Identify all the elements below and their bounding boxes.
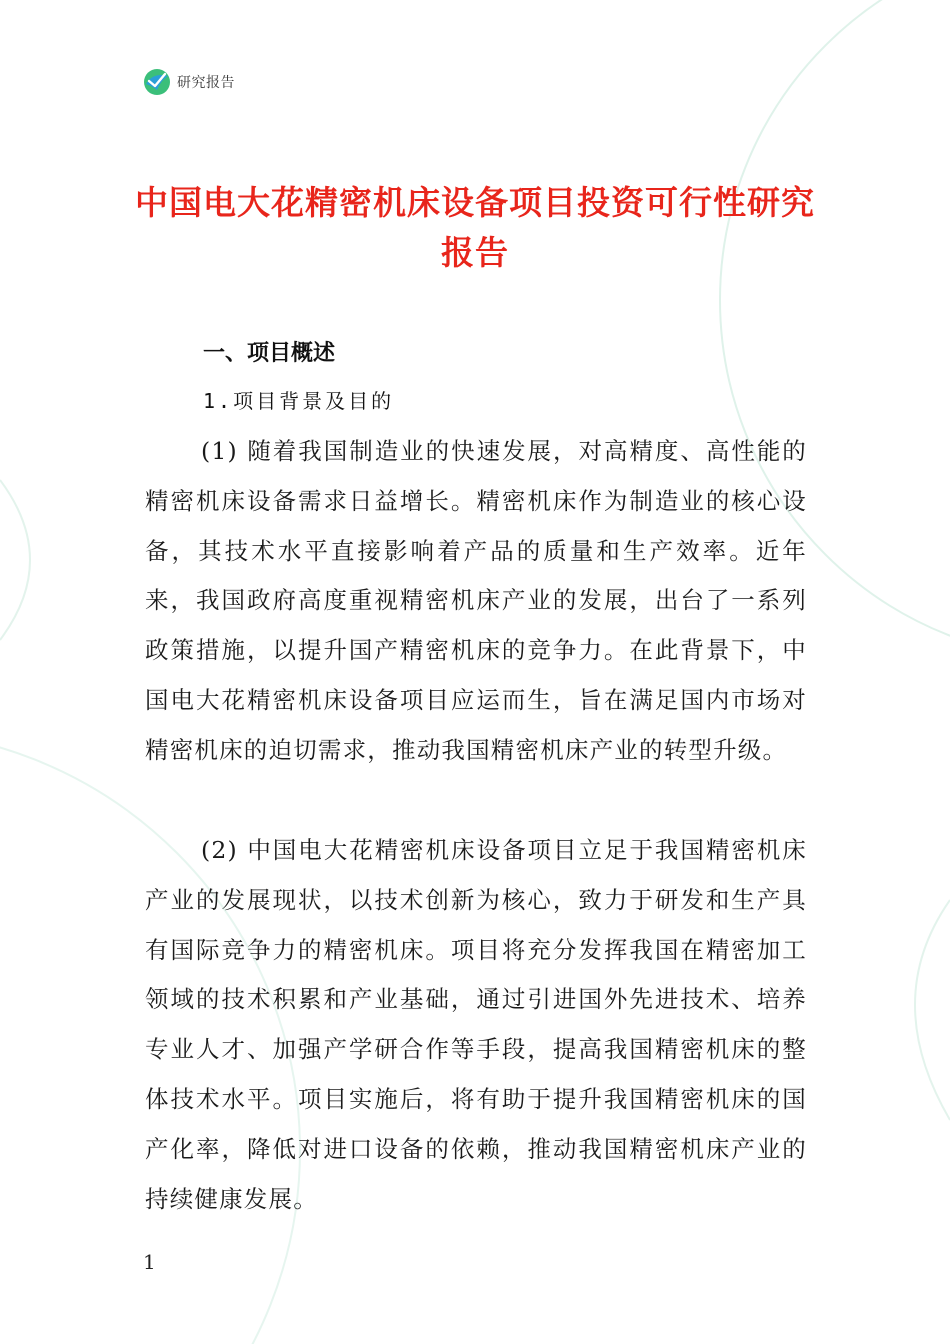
subsection-heading: 1.项目背景及目的 xyxy=(203,389,395,413)
page-number: 1 xyxy=(143,1250,156,1274)
document-header xyxy=(143,66,235,98)
document-title: 中国电大花精密机床设备项目投资可行性研究报告 xyxy=(135,183,815,272)
body-paragraph: (1) 随着我国制造业的快速发展，对高精度、高性能的精密机床设备需求日益增长。精密机床作为制造业的核心设备，其技术水平直接影响着产品的质量和生产效率。近年来，我国政府高度重视精密机床产业的发展，出台了一系列政策措施，以提升国产精密机床的竞争力。在此背景下，中国电大花精密机床设备项目应运而生，旨在满足国内市场对精密机床的迫切需求，推动我国精密机床产业的转型升级。 xyxy=(145,437,807,764)
body-paragraph: (2) 中国电大花精密机床设备项目立足于我国精密机床产业的发展现状，以技术创新为核心，致力于研发和生产具有国际竞争力的精密机床。项目将充分发挥我国在精密加工领域的技术积累和产业基础，通过引进国外先进技术、培养专业人才、加强产学研合作等手段，提高我国精密机床的整体技术水平。项目实施后，将有助于提升我国精密机床的国产化率，降低对进口设备的依赖，推动我国精密机床产业的持续健康发展。 xyxy=(145,836,807,1213)
section-heading: 一、项目概述 xyxy=(203,341,336,366)
header-label: 研究报告 xyxy=(177,75,235,91)
report-logo-icon xyxy=(143,68,171,96)
